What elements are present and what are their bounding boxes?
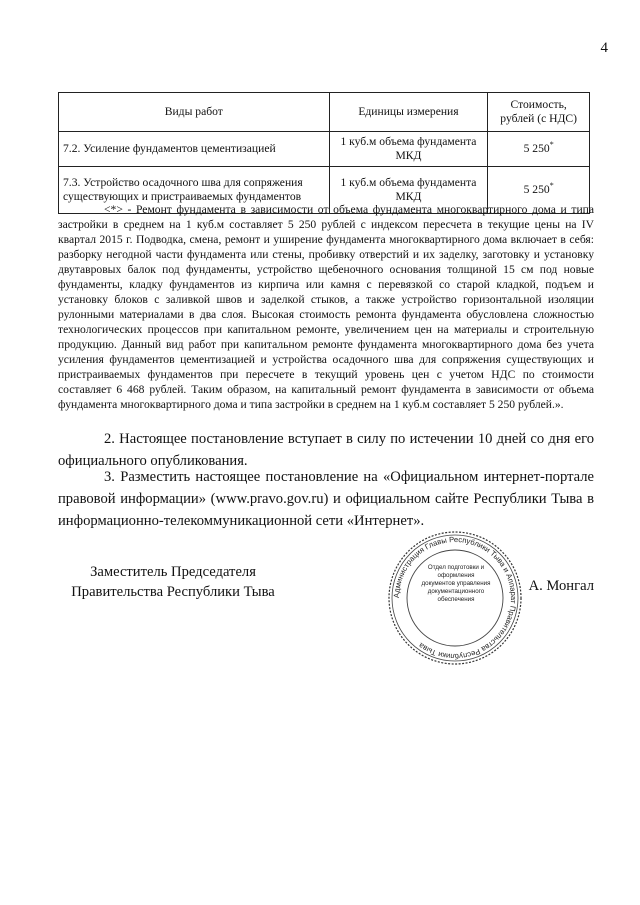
cost-value: 5 250 bbox=[523, 142, 550, 156]
header-cost: Стоимость, рублей (с НДС) bbox=[488, 93, 590, 132]
cell-unit: 1 куб.м объема фундамента МКД bbox=[329, 167, 488, 214]
table-footnote: <*> - Ремонт фундамента в зависимости от объема фундамента многоквартирного дома и типа застройки в среднем на 1 куб.м составляет 5 250 рублей с индексом пересчета в текущие цены на IV квартал 2015 г. Подводка, смена, ремонт и уширение фундамента многоквартирного дома включает в себя: разборку негодной части фундамента или стены, пробивку отверстий и их заделку, заготовку и установку двутавровых балок под фундаменты, устройство щебеночного основания толщиной 15 см под новые фундаменты, кладку фундаментов из кирпича или камня с перевязкой со старой кладкой, подъем и установку блоков с заливкой швов и заделкой стыков, а также устройство горизонтальной изоляции рулонными материалами в два слоя. Высокая стоимость ремонта фундамента обусловлена сложностью технологических процессов при капитальном ремонте, увеличением цен на материалы и строительную продукцию. Данный вид работ при капитальном ремонте фундамента многоквартирного дома без учета усиления фундаментов цементизацией и устройства осадочного шва для сопряжения существующих и пристраиваемых фундаментов при пересчете в текущий уровень цен с учетом НДС по стоимости составляет 6 468 рублей. Таким образом, на капитальный ремонт фундамента в зависимости от объема фундамента многоквартирного дома и типа застройки в среднем на 1 куб.м составляет 5 250 рублей.». bbox=[58, 203, 594, 411]
header-unit: Единицы измерения bbox=[329, 93, 488, 132]
stamp-ring-text: Администрация Главы Республики Тыва и Аппарат Правительства Республики Тыва bbox=[391, 534, 519, 662]
cell-work: 7.2. Усиление фундаментов цементизацией bbox=[59, 132, 330, 167]
paragraph-2: 2. Настоящее постановление вступает в силу по истечении 10 дней со дня его официального опубликования. bbox=[58, 431, 594, 469]
cell-work: 7.3. Устройство осадочного шва для сопряжения существующих и пристраиваемых фундаментов bbox=[59, 167, 330, 214]
header-work-type: Виды работ bbox=[59, 93, 330, 132]
table-header-row bbox=[59, 93, 590, 132]
table-row bbox=[59, 132, 590, 167]
cell-cost bbox=[488, 132, 590, 167]
signatory-title-line-2: Правительства Республики Тыва bbox=[71, 584, 275, 600]
works-table bbox=[58, 92, 590, 214]
page-number: 4 bbox=[600, 40, 608, 56]
signatory-name: А. Монгал bbox=[528, 578, 594, 594]
cost-value: 5 250 bbox=[523, 183, 550, 197]
signatory-title-line-1: Заместитель Председателя bbox=[90, 564, 256, 580]
footnote-mark: * bbox=[549, 140, 554, 150]
paragraph-3: 3. Разместить настоящее постановление на «Официальном интернет-портале правовой информации» (www.pravo.gov.ru) и официальном сайте Республики Тыва в информационно-телекоммуникационной сети «Интернет». bbox=[58, 469, 594, 529]
cell-unit: 1 куб.м объема фундамента МКД bbox=[329, 132, 488, 167]
footnote-mark: * bbox=[549, 181, 554, 191]
signatory-title bbox=[58, 562, 288, 602]
stamp-inner-text: Отдел подготовки и оформления документов управления документационного обеспечения bbox=[421, 564, 491, 603]
